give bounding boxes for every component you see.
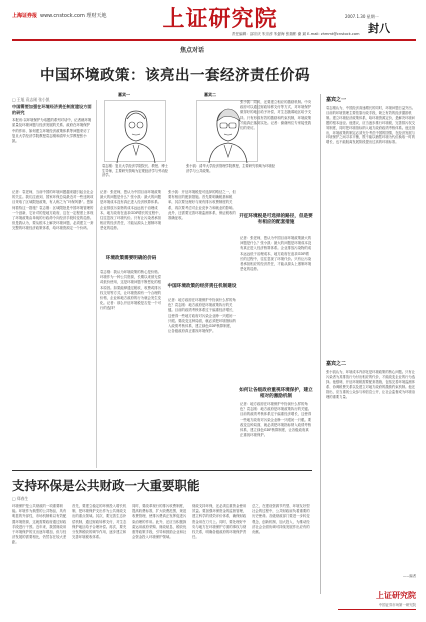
section-heading-1: 环境政策需要明确的价码	[105, 256, 157, 261]
top-article-col-2: 记者：张老师，您认为中国目前环境政策最大的问题是什么？张小凯：最大的问题是环境成本没有真正进入经济核算体系。企业排放污染物的成本远远低于治理成本，地方政府在追求GDP增长的过程中，往往忽视了环境代价。只有让污染者承担相应的经济责任，才能从源头上遏制环境恶化的趋势。	[100, 190, 162, 231]
publication-url[interactable]: www.cnstock.com 理财天地	[40, 13, 107, 19]
bottom-divider	[12, 470, 312, 471]
issue-date: 2007.1.30 星期一	[345, 14, 379, 19]
sidebar-title-1: 嘉宾之一	[326, 97, 347, 103]
top-article-col-6: 张小凯：同时，还要建立相应的激励机制。中央政府可以通过财政转移支付等方式，对环境保护做得好的地区给予补偿，对生态脆弱地区给予支持。只有形成有效的激励和约束机制，环境政策才能真正落到实处。记者：谢谢两位专家接受我们的采访。	[240, 100, 312, 131]
ad-brand-name: 上证研究院	[376, 590, 416, 600]
column-subhead: 焦点对话	[180, 47, 205, 54]
bottom-col-4: 财政支持环保，还必须注重资金使用效益。要加强环保资金的监督管理，建立科学的绩效评价体系，确保财政资金用在刀刃上。同时，要处理好中央与地方在环境保护方面的事权与财权关系，明确各级政府的环境保护责任。	[192, 504, 247, 540]
ad-rule	[338, 609, 416, 610]
section-heading-4: 如何让各级政府重视环境保护，建立相对的激励机制	[239, 388, 313, 399]
bottom-col-3: 同时，要改革现行的排污收费制度，提高收费标准，扩大收费范围，规范收费管理，使排污费真正发挥促进污染治理的作用。此外，还应当积极探索运用政府采购、财政贴息、税收优惠等政策手段，引导和鼓励企业和社会资金投入环境保护领域。	[132, 504, 187, 540]
ad-box[interactable]	[338, 590, 416, 616]
sidebar-note: ——编者	[402, 574, 416, 578]
editors-line: 责任编辑：邵宗庆 朱宗淳 朱晏海 张瑞彬 谢 斌 E-mail: zhmmt@cnstock.com	[232, 32, 360, 36]
guest1-label: 嘉宾一	[118, 92, 130, 97]
sidebar-text-2: 张小凯认为，环境成本内部化是环境政策的核心问题。只有让污染者为其排放行为付出相应的代价，才能改变企业的行为选择。他强调，开征环境税需要配套措施，包括完善环境监测体系、协调税费关系以及建立对地方政府的激励约束机制。他还指出，应当重视公众参与和信息公开，让社会监督成为环境治理的重要力量。	[326, 370, 416, 399]
bottom-col-5: 总之，在建设资源节约型、环境友好型社会的过程中，公共财政肩负着重要的历史使命。各级财政部门要进一步转变观念，创新机制，加大投入，为推动经济社会全面协调可持续发展作出应有的贡献。	[252, 504, 310, 535]
top-article-col-4: 张小凯：开征环境税是可选择的路径之一，但要有相应的配套措施。首先要明确税基和税率，其次要处理好与现有排污收费制度的关系，再次要考虑对企业竞争力和就业的影响。此外，还需要完善环境监测体系，保证税收的准确征收。	[168, 190, 236, 221]
section-heading-3: 开征环境税是可选择的路径，但是要有相应的配套措施	[239, 214, 313, 225]
top-article-byline: □ 王旭 袁志刚 张小凯	[12, 97, 50, 102]
sidebar-text-1: 袁志刚认为，中国经济高速增长的同时，环境问题日益突出。目前的环境管理主要依靠行政手段，缺乏有效的经济激励机制。建立环境经济政策体系，给环境资源定价，是解决环境问题的根本途径。他建议，应当逐步推行环境税，完善排污权交易制度，同时把环境指标纳入地方政府政绩考核体系。他还指出，环境政策的制定必须充分考虑中国的国情，在经济发展与环境保护之间寻求平衡，既不能以牺牲环境为代价换取一时的增长，也不能脱离发展阶段提出过高的环境标准。	[326, 106, 416, 145]
lead-intro: 中国需要加强在环境经济责任制度建设方面的研究	[12, 104, 92, 115]
bottom-article-title: 支持环保是公共财政一大重要职能	[12, 478, 200, 493]
top-article-col-1: 记者：袁老师，当前中国的环境问题越来越引起全社会的关注。我们注意到，国家环保总局最近对一些违规项目采取了区域限批政策，有人称之为“环保风暴”。您如何看待这一措施？袁志刚：区域限批是中国环境管理的一个创新，它针对的是地方政府，这在一定程度上体现了环境政策由单纯的行政命令向经济手段转变的趋势。但是我认为，要从根本上解决环境问题，必须建立一套完整的环境经济政策体系，给环境资源定一个价码。	[12, 190, 94, 231]
bottom-article-byline: □ 郑春生	[12, 496, 29, 501]
guest1-portrait	[104, 100, 166, 162]
guest2-caption: 张小凯：清华大学经济管理学院教授，主要研究领域为环境经济学与公共政策。	[186, 164, 276, 173]
section-title: 上证研究院	[162, 7, 278, 32]
publication-name: 上海证券报	[12, 13, 38, 19]
header-rule	[12, 39, 416, 41]
sidebar-rule	[320, 94, 321, 594]
column-rule	[96, 100, 97, 468]
bottom-col-2: 首先，要建立稳定的环保投入增长机制，把环境保护支出作为公共财政支出的重点领域。其次，要完善生态补偿机制，通过财政转移支付，对生态保护地区给予合理补偿。再次，要充分发挥税收的调节作用，逐步建立和完善环境税收体系。	[72, 504, 127, 540]
top-article-col-7: 记者：张老师，您认为中国目前环境政策最大的问题是什么？张小凯：最大的问题是环境成本没有真正进入经济核算体系。企业排放污染物的成本远远低于治理成本，地方政府在追求GDP增长的过程中，往往忽视了环境代价。只有让污染者承担相应的经济责任，才能从源头上遏制环境恶化的趋势。	[240, 236, 312, 272]
lead-paragraph: 本报讯:以环境保护为话题的系列对话中，记者就环境质量及环境问题与经济发展的关系、政府在环境保护中的作用、如何建立环境经济政策体系等问题采访了复旦大学经济学院教授袁志刚和清华大学教授张小凯。	[12, 118, 92, 143]
top-article-col-5: 记者：地方政府在环境保护中扮演什么样的角色？袁志刚：地方政府是环境政策执行的关键。目前的政绩考核体系过于偏重经济增长，这使得一些地方政府对污染企业睁一只眼闭一只眼。要改变这种局面，就必须把环境指标纳入政绩考核体系，建立绿色GDP核算制度，让各级政府真正重视环境保护。	[168, 298, 236, 334]
top-article-col-8: 记者：地方政府在环境保护中扮演什么样的角色？袁志刚：地方政府是环境政策执行的关键。目前的政绩考核体系过于偏重经济增长，这使得一些地方政府对污染企业睁一只眼闭一只眼。要改变这种局面，就必须把环境指标纳入政绩考核体系，建立绿色GDP核算制度，让各级政府真正重视环境保护。	[240, 402, 312, 438]
ad-tagline: 中国证券市场第一研究院	[378, 603, 416, 607]
lead-box	[12, 104, 92, 198]
section-heading-2: 中国环境政策的经济责任机制建设	[167, 284, 237, 289]
page-number: 封八	[368, 22, 390, 35]
sidebar-title-2: 嘉宾之二	[326, 361, 347, 367]
guest2-label: 嘉宾二	[204, 92, 216, 97]
top-article-title: 中国环境政策：该亮出一套经济责任价码	[40, 68, 310, 84]
bottom-col-1: 环境保护是公共财政的一项重要职能。环境作为典型的公共物品，具有明显的外部性，市场机制难以有效配置环境资源，这就需要政府通过财政手段进行干预。近年来，我国财政用于环境保护的支出逐年增加，但与经济发展的需要相比，仍然存在较大差距。	[12, 504, 67, 545]
top-article-col-3: 袁志刚：我认为环境政策的核心是价格。环境作为一种公共资源，长期以来被无偿或低价使用，这是环境问题不断恶化的根本原因。如果能够通过税收、收费或排污权交易等方式，让环境资源有一个合理的价格，企业和地方政府的行为就会发生变化。记者：那么开征环境税是否是一个可行的选择？	[100, 270, 162, 311]
guest1-caption: 袁志刚：复旦大学经济学院院长、教授、博士生导师，主要研究领域为宏观经济学与劳动经济学。	[102, 164, 168, 178]
